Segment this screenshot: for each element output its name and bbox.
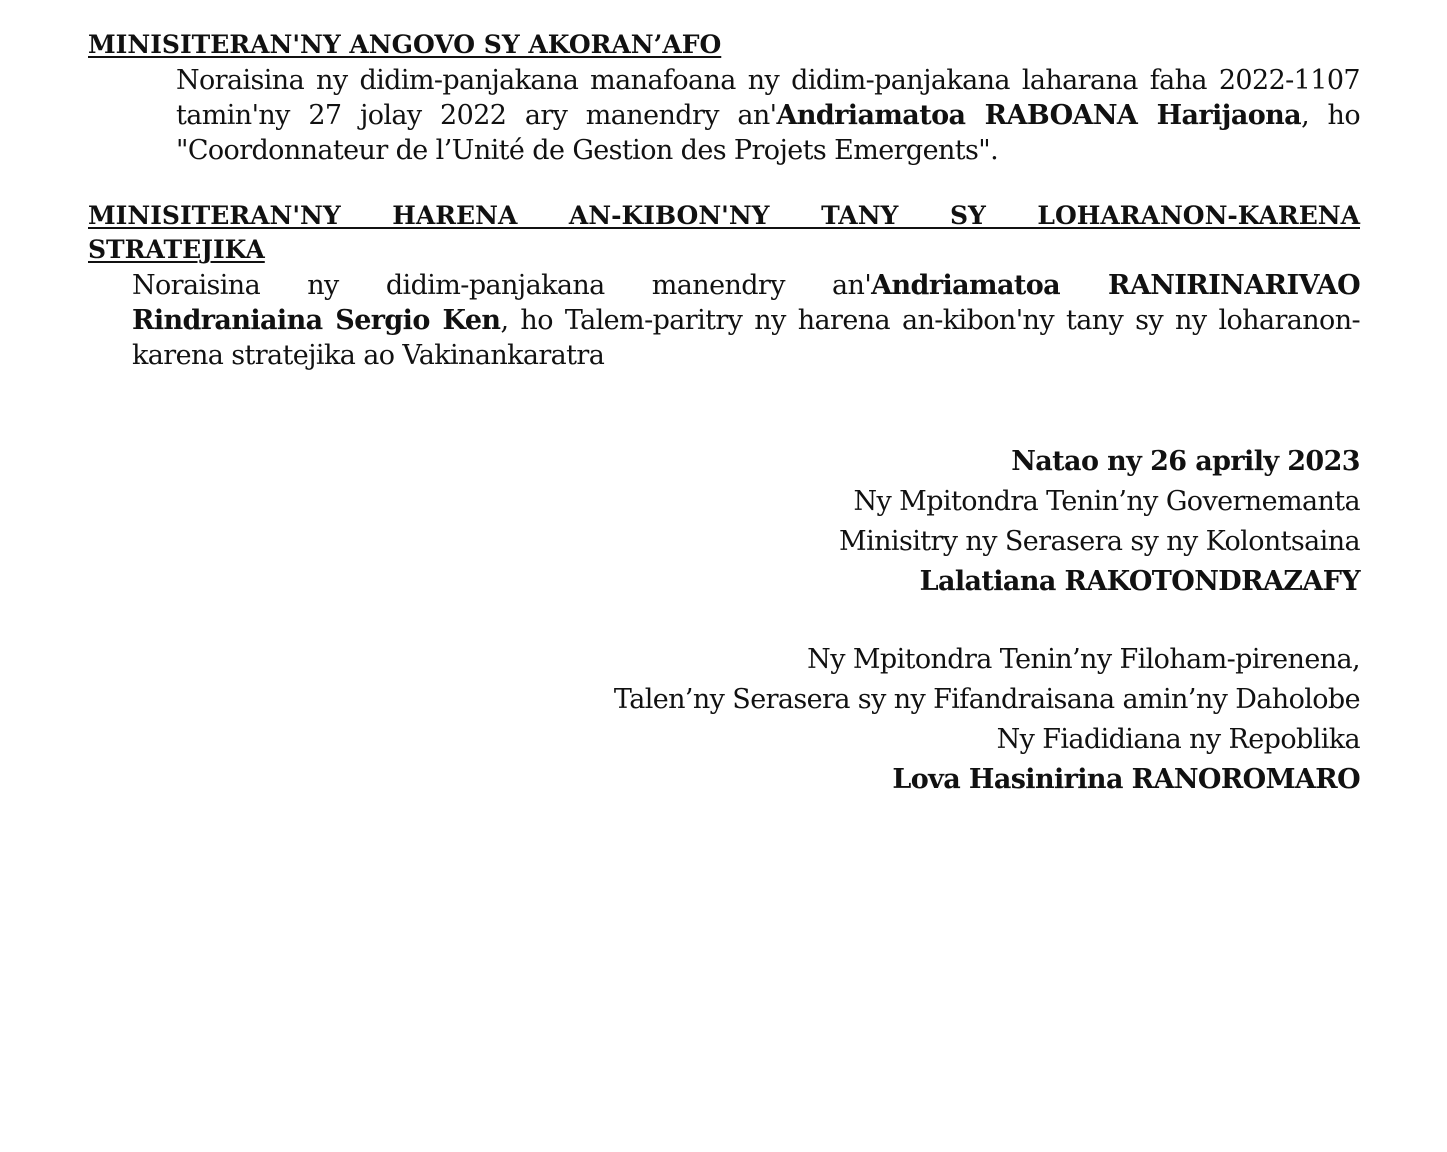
appointee-name: Andriamatoa RABOANA Harijaona <box>776 100 1302 131</box>
signatory-title: Minisitry ny Serasera sy ny Kolontsaina <box>839 526 1360 557</box>
appointee-name: Andriamatoa RANIRINARIVAO Rindraniaina Sergio Ken <box>132 270 1360 336</box>
section-heading-energy-ministry: MINISITERAN'NY ANGOVO SY AKORAN’AFO <box>88 30 722 59</box>
signatory-title: Ny Mpitondra Tenin’ny Filoham-pirenena, <box>807 644 1360 675</box>
signatory-name: Lalatiana RAKOTONDRAZAFY <box>919 566 1360 597</box>
paragraph-text: , ho Talem-paritry ny harena an-kibon'ny tany sy ny loharanon-karena stratejika ao Vakinankaratra <box>132 305 1361 371</box>
section-paragraph-mining-ministry <box>132 268 1360 373</box>
heading-line: MINISITERAN'NY HARENA AN-KIBON'NY TANY SY LOHARANON-KARENA <box>88 201 1360 230</box>
paragraph-text: Noraisina ny didim-panjakana manafoana ny didim-panjakana laharana faha 2022-1107 tamin'ny 27 jolay 2022 ary manendry an' <box>176 65 1360 131</box>
paragraph-text: , ho "Coordonnateur de l’Unité de Gestion des Projets Emergents". <box>176 100 1360 166</box>
signatory-title: Talen’ny Serasera sy ny Fifandraisana amin’ny Daholobe <box>613 684 1360 715</box>
paragraph-text: Noraisina ny didim-panjakana manendry an' <box>132 270 872 301</box>
signatory-title: Ny Mpitondra Tenin’ny Governemanta <box>853 486 1360 517</box>
signatory-name: Lova Hasinirina RANOROMARO <box>892 764 1360 795</box>
section-heading-mining-ministry <box>88 199 1360 267</box>
document-date: Natao ny 26 aprily 2023 <box>1011 446 1360 477</box>
signature-block-presidency <box>614 640 1360 800</box>
heading-line: STRATEJIKA <box>88 235 265 264</box>
signatory-title: Ny Fiadidiana ny Repoblika <box>996 724 1360 755</box>
section-paragraph-energy-ministry <box>176 63 1360 168</box>
signature-block-government <box>839 442 1360 602</box>
